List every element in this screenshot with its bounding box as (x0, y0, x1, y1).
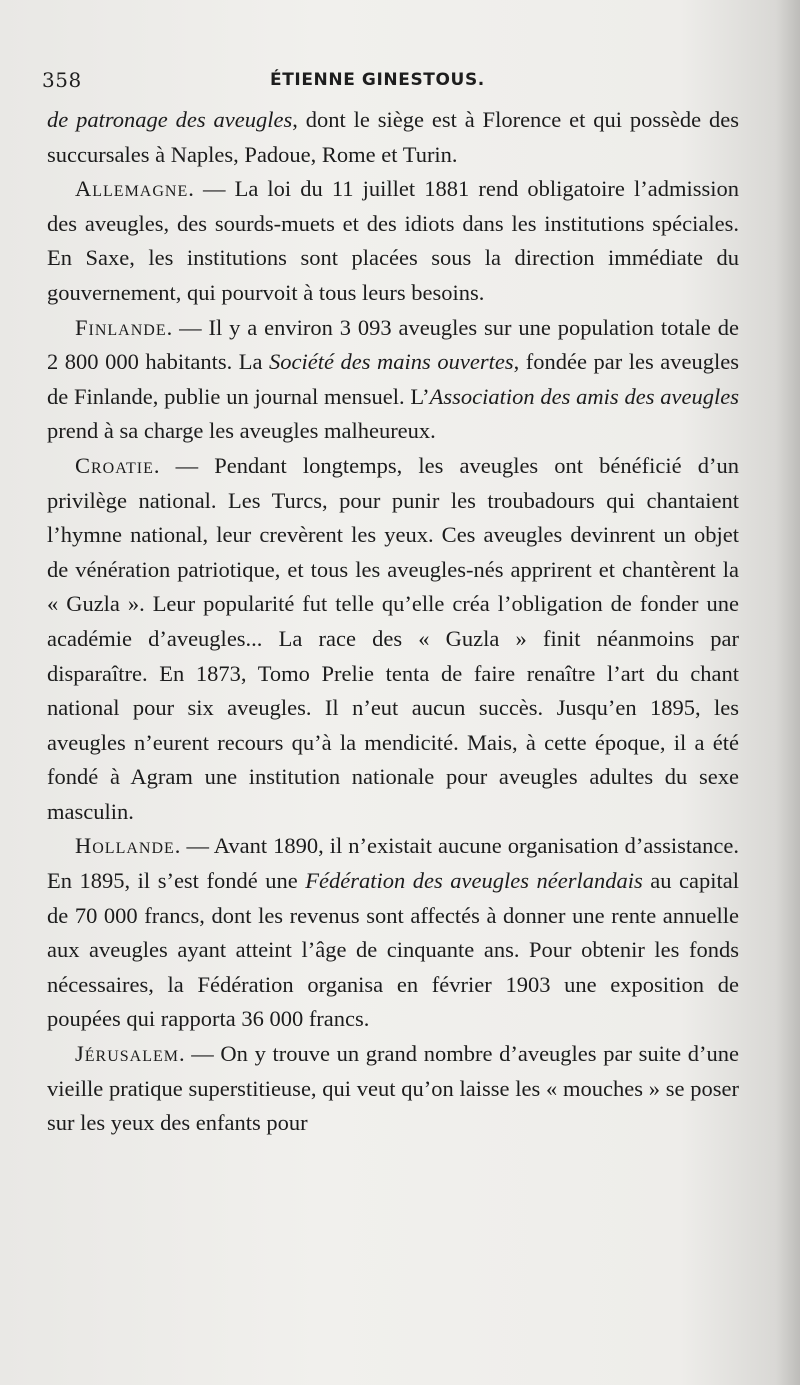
text-segment: Association des amis des aveugles (429, 383, 739, 409)
text-segment: , dont le siège est à Florence et qui possède des succursales à Naples, Padoue, Rome et Turin. (47, 107, 739, 167)
paragraph-hollande (47, 829, 739, 1037)
text-segment: . — Il y a environ 3 093 aveugles sur une population totale de 2 800 000 habitants. La (47, 314, 739, 375)
text-segment: Société des mains ouvertes (269, 349, 514, 375)
text-segment: , fondée par les aveugles de Finlande, publie un journal mensuel. L’ (47, 349, 740, 409)
section-heading-finlande: Finlande (75, 314, 167, 340)
text-segment: prend à sa charge les aveugles malheureux. (47, 418, 436, 444)
text-segment: . — La loi du 11 juillet 1881 rend obligatoire l’admission des aveugles, des sourds-muets et des idiots dans les institutions spéciales. En Saxe, les institutions sont placées sous la direction immédiate du gouvernement, qui pourvoit à tous leurs besoins. (47, 176, 739, 305)
body-text (47, 103, 739, 1141)
page-number: 358 (42, 68, 82, 92)
paragraph-croatie (47, 449, 739, 830)
paragraph-italie-end (47, 103, 739, 172)
section-heading-croatie: Croatie (75, 452, 154, 478)
text-segment: de patronage des aveugles (47, 107, 293, 132)
text-segment: . — Avant 1890, il n’existait aucune organisation d’assistance. En 1895, il s’est fondé une (47, 833, 739, 894)
text-segment: Fédération des aveugles néerlandais (305, 868, 643, 894)
text-segment: . — Pendant longtemps, les aveugles ont bénéficié d’un privilège national. Les Turcs, pour punir les troubadours qui chantaient l’hymne national, leur crevèrent les yeux. Ces aveugles devinrent un objet de vénération patriotique, et tous les aveugles-nés apprirent et chantèrent la « Guzla ». Leur popularité fut telle qu’elle créa l’obligation de fonder une académie d’aveugles... La race des « Guzla » finit néanmoins par disparaître. En 1873, Tomo Prelie tenta de faire renaître l’art du chant national pour six aveugles. Il n’eut aucun succès. Jusqu’en 1895, les aveugles n’eurent recours qu’à la mendicité. Mais, à cette époque, il a été fondé à Agram une institution nationale pour aveugles adultes du sexe masculin. (47, 452, 739, 824)
paragraph-finlande (47, 311, 739, 449)
paragraph-allemagne (47, 172, 739, 310)
text-segment: . — On y trouve un grand nombre d’aveugles par suite d’une vieille pratique superstitieuse, qui veut qu’on laisse les « mouches » se poser sur les yeux des enfants pour (47, 1041, 739, 1136)
text-segment: au capital de 70 000 francs, dont les revenus sont affectés à donner une rente annuelle aux aveugles ayant atteint l’âge de cinquante ans. Pour obtenir les fonds nécessaires, la Fédération organisa en février 1903 une exposition de poupées qui rapporta 36 000 francs. (47, 868, 739, 1032)
section-heading-allemagne: Allemagne (75, 176, 189, 202)
paragraph-jerusalem (47, 1037, 739, 1141)
page-header (42, 68, 742, 98)
section-heading-jerusalem: Jérusalem (75, 1041, 179, 1067)
running-title: ÉTIENNE GINESTOUS. (270, 70, 485, 90)
section-heading-hollande: Hollande (75, 833, 175, 859)
